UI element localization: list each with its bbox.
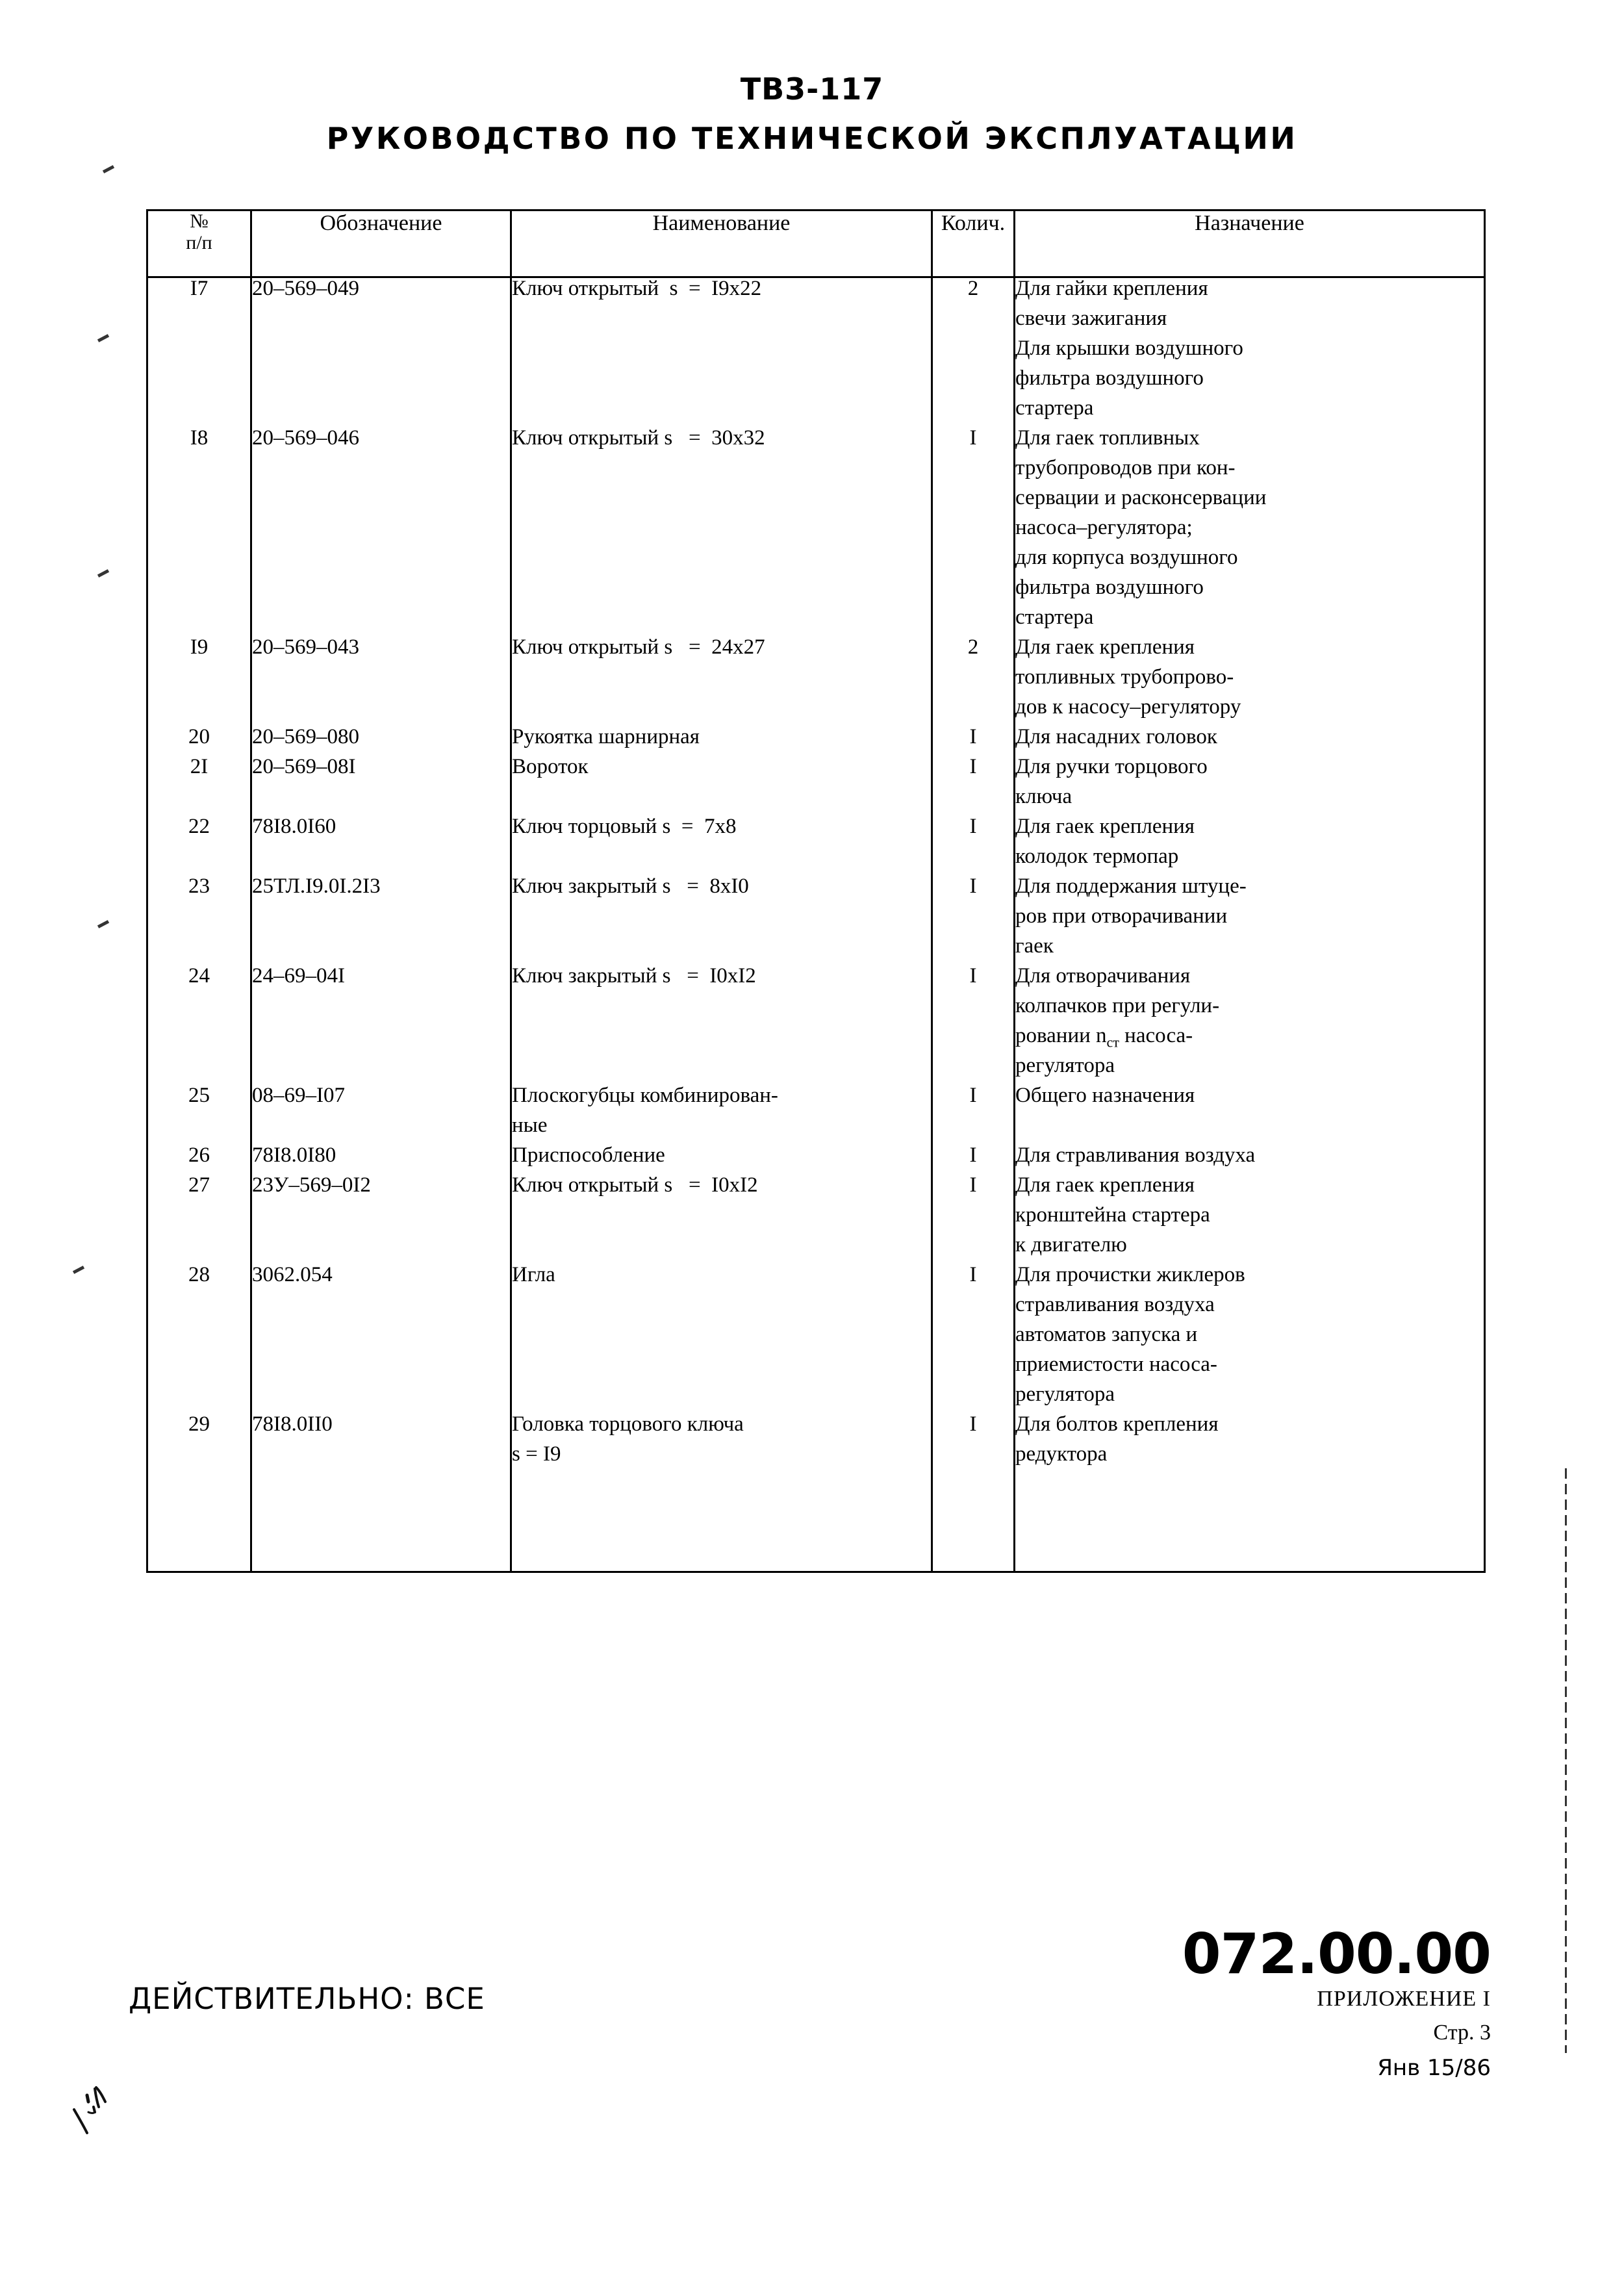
cell-designation (251, 756, 511, 816)
cell-designation-value: 78I8.0I60 (252, 815, 336, 838)
engine-model: ТВ3-117 (740, 71, 884, 107)
validity-note: ДЕЙСТВИТЕЛЬНО: ВСЕ (129, 1982, 485, 2016)
table-row (147, 277, 1485, 428)
cell-purpose-line: кронштейна стартера (1015, 1203, 1210, 1227)
cell-purpose-line: гаек (1015, 934, 1054, 958)
cell-name-line: s = I9 (512, 1442, 561, 1466)
cell-number-value: 23 (188, 874, 210, 898)
cell-purpose-line: Общего назначения (1015, 1084, 1195, 1107)
cell-number-value: I8 (190, 426, 209, 450)
cell-name (511, 637, 932, 726)
cell-designation-value: 25ТЛ.I9.0I.2I3 (252, 874, 381, 898)
cell-quantity-value: I (969, 1143, 977, 1167)
cell-designation-value: 3062.054 (252, 1263, 333, 1286)
cell-purpose-line: стравливания воздуха (1015, 1293, 1215, 1316)
table-spacer-cell (251, 1473, 511, 1572)
cell-designation (251, 1145, 511, 1175)
cell-number (147, 1145, 251, 1175)
cell-purpose (1015, 756, 1485, 816)
cell-quantity-value: I (969, 725, 977, 748)
margin-tick-mark (97, 569, 109, 578)
cell-number (147, 1175, 251, 1264)
cell-designation (251, 1085, 511, 1145)
cell-quantity-value: I (969, 964, 977, 988)
cell-purpose-line: приемистости насоса- (1015, 1353, 1217, 1376)
margin-tick-mark (97, 920, 109, 928)
cell-quantity-value: I (969, 426, 977, 450)
cell-number-value: I9 (190, 635, 209, 659)
cell-purpose (1015, 1145, 1485, 1175)
cell-purpose (1015, 637, 1485, 726)
block-number: 072.00.00 (1182, 1922, 1491, 1987)
cell-quantity-value: I (969, 815, 977, 838)
cell-quantity-value: I (969, 1173, 977, 1197)
table-row (147, 965, 1485, 1085)
cell-purpose-line: фильтра воздушного (1015, 366, 1204, 390)
cell-number-value: 29 (188, 1412, 210, 1436)
table-spacer-row (147, 1473, 1485, 1572)
cell-designation-value: 20–569–049 (252, 277, 359, 300)
cell-name-line: Ключ закрытый s = 8xI0 (512, 874, 749, 898)
cell-purpose-line: Для гаек крепления (1015, 1173, 1195, 1197)
cell-number-value: I7 (190, 277, 209, 300)
cell-purpose-line: сервации и расконсервации (1015, 486, 1267, 509)
cell-quantity (932, 1414, 1015, 1473)
cell-purpose-line: фильтра воздушного (1015, 576, 1204, 599)
cell-purpose-line: насоса–регулятора; (1015, 516, 1193, 539)
cell-name (511, 756, 932, 816)
cell-quantity (932, 637, 1015, 726)
margin-tick-mark (103, 165, 114, 173)
column-header-purpose: Назначение (1015, 210, 1485, 277)
cell-designation-value: 23У–569–0I2 (252, 1173, 371, 1197)
table-header (147, 210, 1485, 277)
cell-name-line: Игла (512, 1263, 555, 1286)
table-body (147, 277, 1485, 1572)
cell-quantity (932, 876, 1015, 965)
cell-purpose (1015, 1264, 1485, 1414)
margin-tick-mark (73, 1266, 84, 1274)
cell-quantity-value: 2 (967, 635, 979, 659)
cell-purpose-line: регулятора (1015, 1383, 1115, 1406)
cell-name (511, 1414, 932, 1473)
cell-purpose-line: ровании $n_{ст}$ насоса- (1015, 1024, 1193, 1051)
cell-purpose-line: Для прочистки жиклеров (1015, 1263, 1245, 1286)
cell-quantity (932, 1145, 1015, 1175)
cell-purpose-line: автоматов запуска и (1015, 1323, 1198, 1346)
handwritten-annotation (62, 2069, 134, 2147)
cell-name-line: Ключ открытый s = 24x27 (512, 635, 765, 659)
cell-purpose-line: Для гаек крепления (1015, 635, 1195, 659)
appendix-label: ПРИЛОЖЕНИЕ I (1317, 1987, 1491, 2011)
cell-quantity-value: I (969, 755, 977, 778)
cell-number (147, 277, 251, 428)
cell-name (511, 427, 932, 637)
cell-number (147, 1414, 251, 1473)
column-header-number-line2: п/п (186, 232, 212, 254)
column-header-quantity: Колич. (932, 210, 1015, 277)
cell-purpose-line: Для насадних головок (1015, 725, 1217, 748)
cell-number-value: 28 (188, 1263, 210, 1286)
cell-purpose-line: к двигателю (1015, 1233, 1127, 1256)
cell-number-value: 22 (188, 815, 210, 838)
cell-name-line: Вороток (512, 755, 589, 778)
cell-designation (251, 277, 511, 428)
cell-quantity (932, 726, 1015, 756)
document-header (0, 71, 1624, 156)
cell-quantity (932, 1085, 1015, 1145)
cell-purpose (1015, 1175, 1485, 1264)
table-row (147, 637, 1485, 726)
cell-quantity (932, 427, 1015, 637)
cell-purpose-line: Для стравливания воздуха (1015, 1143, 1256, 1167)
cell-purpose-line: ров при отворачивании (1015, 904, 1228, 928)
cell-purpose-line: Для отворачивания (1015, 964, 1191, 988)
cell-designation-value: 20–569–080 (252, 725, 359, 748)
cell-name-line: Рукоятка шарнирная (512, 725, 700, 748)
cell-purpose-line: Для гаек крепления (1015, 815, 1195, 838)
cell-purpose-line: Для болтов крепления (1015, 1412, 1219, 1436)
parts-table (146, 209, 1486, 1573)
cell-quantity-value: I (969, 874, 977, 898)
cell-purpose-line: свечи зажигания (1015, 307, 1167, 330)
cell-designation-value: 78I8.0I80 (252, 1143, 336, 1167)
scan-edge-artifact (1565, 1468, 1567, 2053)
table-row (147, 1085, 1485, 1145)
cell-number (147, 1264, 251, 1414)
cell-designation-value: 20–569–046 (252, 426, 359, 450)
cell-designation-value: 20–569–043 (252, 635, 359, 659)
cell-purpose (1015, 816, 1485, 876)
cell-quantity-value: I (969, 1412, 977, 1436)
table-spacer-cell (1015, 1473, 1485, 1572)
cell-number-value: 25 (188, 1084, 210, 1107)
cell-number-value: 2I (190, 755, 209, 778)
parts-table-container (146, 209, 1486, 1573)
column-header-name: Наименование (511, 210, 932, 277)
cell-number-value: 24 (188, 964, 210, 988)
cell-purpose-line: регулятора (1015, 1054, 1115, 1077)
cell-purpose (1015, 1085, 1485, 1145)
cell-quantity (932, 277, 1015, 428)
table-row (147, 1145, 1485, 1175)
cell-purpose (1015, 427, 1485, 637)
cell-name-line: Ключ закрытый s = I0xI2 (512, 964, 756, 988)
cell-purpose (1015, 876, 1485, 965)
cell-quantity (932, 1175, 1015, 1264)
margin-tick-mark (97, 334, 109, 342)
cell-purpose-line: топливных трубопрово- (1015, 665, 1234, 689)
cell-quantity (932, 816, 1015, 876)
cell-quantity-value: 2 (967, 277, 979, 300)
cell-purpose-line: Для крышки воздушного (1015, 337, 1243, 360)
cell-number-value: 26 (188, 1143, 210, 1167)
cell-name (511, 1085, 932, 1145)
cell-name (511, 726, 932, 756)
cell-purpose-line: трубопроводов при кон- (1015, 456, 1236, 479)
cell-purpose-line: стартера (1015, 606, 1094, 629)
cell-purpose-line: для корпуса воздушного (1015, 546, 1238, 569)
cell-name-line: Ключ открытый s = I9x22 (512, 277, 762, 300)
cell-quantity-value: I (969, 1084, 977, 1107)
cell-designation-value: 20–569–08I (252, 755, 356, 778)
cell-designation (251, 965, 511, 1085)
cell-number (147, 1085, 251, 1145)
cell-designation (251, 1414, 511, 1473)
cell-name-line: Плоскогубцы комбинирован- (512, 1084, 778, 1107)
cell-name-line: Головка торцового ключа (512, 1412, 744, 1436)
cell-designation (251, 637, 511, 726)
cell-number (147, 427, 251, 637)
cell-number (147, 876, 251, 965)
cell-designation (251, 816, 511, 876)
cell-purpose-line: Для ручки торцового (1015, 755, 1208, 778)
column-header-number (147, 210, 251, 277)
cell-number (147, 637, 251, 726)
table-spacer-cell (147, 1473, 251, 1572)
page-title: РУКОВОДСТВО ПО ТЕХНИЧЕСКОЙ ЭКСПЛУАТАЦИИ (326, 121, 1298, 156)
cell-name-line: Ключ открытый s = I0xI2 (512, 1173, 758, 1197)
cell-name-line: Ключ торцовый s = 7x8 (512, 815, 737, 838)
cell-number (147, 816, 251, 876)
table-row (147, 1175, 1485, 1264)
cell-designation (251, 1264, 511, 1414)
cell-name-line: ные (512, 1114, 548, 1137)
cell-purpose (1015, 726, 1485, 756)
cell-designation (251, 427, 511, 637)
cell-designation (251, 1175, 511, 1264)
cell-purpose-line: дов к насосу–регулятору (1015, 695, 1241, 719)
cell-name (511, 876, 932, 965)
table-row (147, 756, 1485, 816)
cell-purpose-line: колодок термопар (1015, 845, 1179, 868)
cell-name (511, 1264, 932, 1414)
cell-quantity (932, 965, 1015, 1085)
column-header-number-line1: № (190, 210, 209, 232)
cell-designation (251, 876, 511, 965)
table-row (147, 816, 1485, 876)
cell-purpose (1015, 965, 1485, 1085)
column-header-designation: Обозначение (251, 210, 511, 277)
table-spacer-cell (932, 1473, 1015, 1572)
cell-name (511, 1175, 932, 1264)
cell-number (147, 726, 251, 756)
cell-quantity (932, 756, 1015, 816)
table-spacer-cell (511, 1473, 932, 1572)
table-row (147, 726, 1485, 756)
table-header-row (147, 210, 1485, 277)
cell-name (511, 816, 932, 876)
cell-purpose-line: ключа (1015, 785, 1072, 808)
document-date: Янв 15/86 (1377, 2055, 1491, 2081)
cell-name-line: Ключ открытый s = 30x32 (512, 426, 765, 450)
cell-quantity-value: I (969, 1263, 977, 1286)
table-row (147, 427, 1485, 637)
cell-name (511, 1145, 932, 1175)
cell-designation (251, 726, 511, 756)
cell-designation-value: 08–69–I07 (252, 1084, 345, 1107)
cell-purpose-line: стартера (1015, 396, 1094, 420)
cell-quantity (932, 1264, 1015, 1414)
cell-purpose (1015, 277, 1485, 428)
cell-number (147, 965, 251, 1085)
table-row (147, 1414, 1485, 1473)
cell-purpose-line: Для поддержания штуце- (1015, 874, 1247, 898)
cell-purpose-line: Для гаек топливных (1015, 426, 1200, 450)
cell-designation-value: 78I8.0II0 (252, 1412, 333, 1436)
page-number: Стр. 3 (1433, 2021, 1491, 2045)
cell-purpose (1015, 1414, 1485, 1473)
cell-number (147, 756, 251, 816)
cell-purpose-line: колпачков при регули- (1015, 994, 1220, 1017)
cell-name (511, 277, 932, 428)
cell-designation-value: 24–69–04I (252, 964, 345, 988)
cell-number-value: 27 (188, 1173, 210, 1197)
cell-name-line: Приспособление (512, 1143, 665, 1167)
table-row (147, 876, 1485, 965)
cell-name (511, 965, 932, 1085)
cell-purpose-line: Для гайки крепления (1015, 277, 1208, 300)
table-row (147, 1264, 1485, 1414)
cell-number-value: 20 (188, 725, 210, 748)
cell-purpose-line: редуктора (1015, 1442, 1108, 1466)
